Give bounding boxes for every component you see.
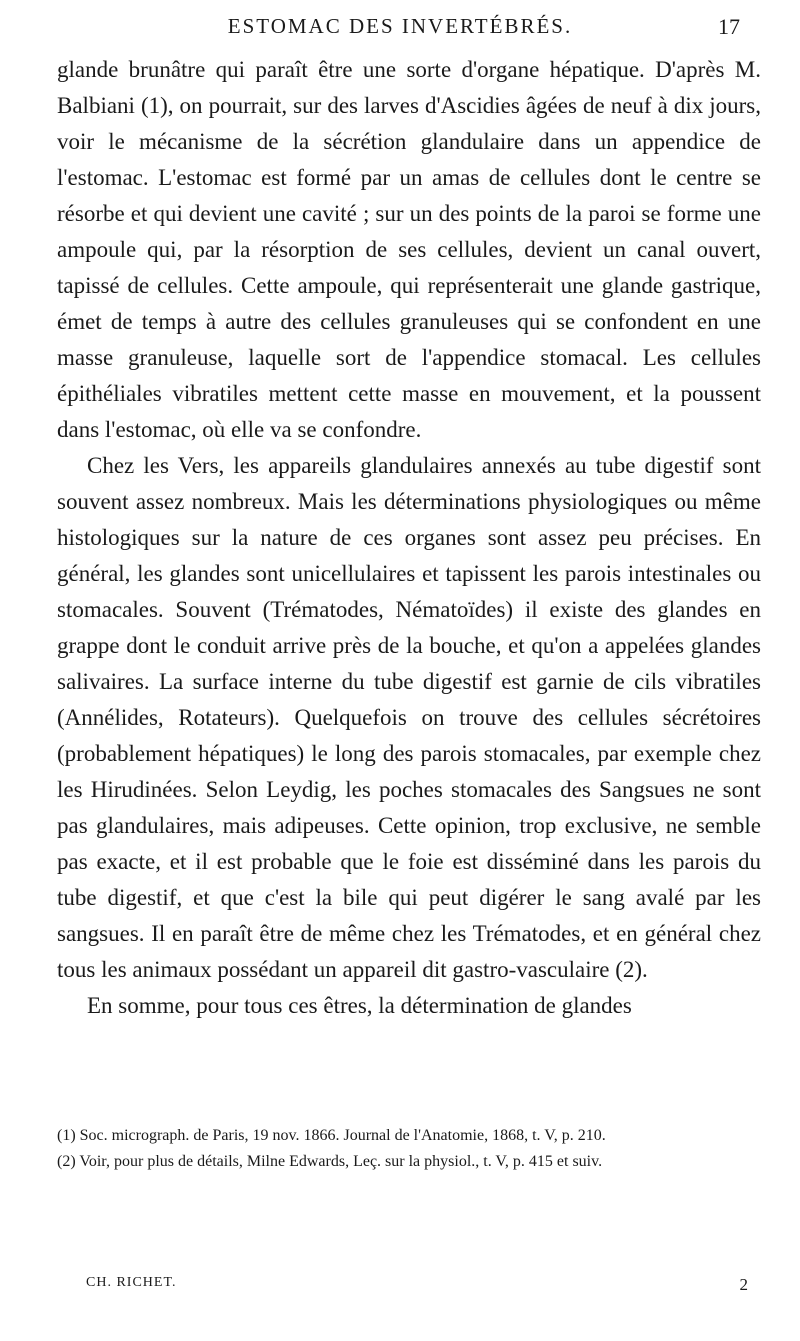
page-number: 17 [718,14,740,39]
signature-name: CH. RICHET. [86,1275,177,1290]
body-text [57,52,761,1024]
page-header [0,14,800,44]
paragraph: En somme, pour tous ces êtres, la détermination de glandes [87,993,632,1018]
paragraph: glande brunâtre qui paraît être une sorte d'organe hépatique. D'après M. Balbiani (1), on pourrait, sur des larves d'Ascidies âgées de neuf à dix jours, voir le mécanisme de la sécrétion glandulaire dans un appendice de l'estomac. L'estomac est formé par un amas de cellules dont le centre se résorbe et qui devient une cavité ; sur un des points de la paroi se forme une ampoule qui, par la résorption de ses cellules, devient un canal ouvert, tapissé de cellules. Cette ampoule, qui représenterait une glande gastrique, émet de temps à autre des cellules granuleuses qui se confondent en une masse granuleuse, laquelle sort de l'appendice stomacal. Les cellules épithéliales vibratiles mettent cette masse en mouvement, et la poussent dans l'estomac, où elle va se confondre. [57,57,761,442]
footnote: (1) Soc. micrograph. de Paris, 19 nov. 1866. Journal de l'Anatomie, 1868, t. V, p. 210. [57,1127,606,1144]
paragraph: Chez les Vers, les appareils glandulaires annexés au tube digestif sont souvent assez nombreux. Mais les déterminations physiologiques ou même histologiques sur la nature de ces organes sont assez peu précises. En général, les glandes sont unicellulaires et tapissent les parois intestinales ou stomacales. Souvent (Trématodes, Nématoïdes) il existe des glandes en grappe dont le conduit arrive près de la bouche, et qu'on a appelées glandes salivaires. La surface interne du tube digestif est garnie de cils vibratiles (Annélides, Rotateurs). Quelquefois on trouve des cellules sécrétoires (probablement hépatiques) le long des parois stomacales, par exemple chez les Hirudinées. Selon Leydig, les poches stomacales des Sangsues ne sont pas glandulaires, mais adipeuses. Cette opinion, trop exclusive, ne semble pas exacte, et il est probable que le foie est disséminé dans les parois du tube digestif, et que c'est la bile qui peut digérer le sang avalé par les sangsues. Il en paraît être de même chez les Trématodes, et en général chez tous les animaux possédant un appareil dit gastro-vasculaire (2). [57,453,761,982]
running-title: ESTOMAC DES INVERTÉBRÉS. [227,14,573,38]
footnotes [57,1124,761,1176]
signature-number: 2 [739,1275,749,1294]
footnote: (2) Voir, pour plus de détails, Milne Edwards, Leç. sur la physiol., t. V, p. 415 et suiv. [57,1153,603,1170]
